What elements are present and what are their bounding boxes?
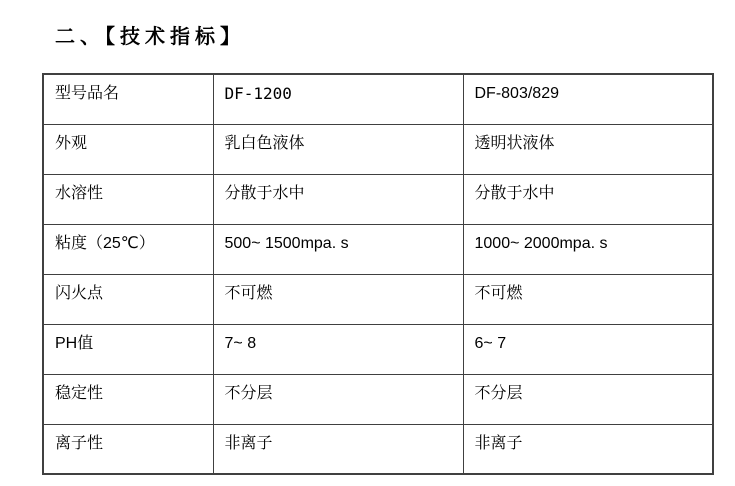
table-row-model: [43, 74, 713, 124]
df1200-value-cell: 500~ 1500mpa. s: [213, 224, 463, 274]
df803-value-cell: 不分层: [463, 374, 713, 424]
table-row-appearance: [43, 124, 713, 174]
df1200-value-cell: DF-1200: [213, 74, 463, 124]
df803-value-cell: 6~ 7: [463, 324, 713, 374]
df803-value-cell: 分散于水中: [463, 174, 713, 224]
row-label-cell: 离子性: [43, 424, 213, 474]
table-row-flash-point: [43, 274, 713, 324]
df1200-value-cell: 不分层: [213, 374, 463, 424]
df1200-value-cell: 不可燃: [213, 274, 463, 324]
df803-value-cell: 透明状液体: [463, 124, 713, 174]
table-row-ionicity: [43, 424, 713, 474]
row-label-cell: 水溶性: [43, 174, 213, 224]
row-label-cell: 稳定性: [43, 374, 213, 424]
row-label-cell: PH值: [43, 324, 213, 374]
df803-value-cell: DF-803/829: [463, 74, 713, 124]
df1200-value-cell: 分散于水中: [213, 174, 463, 224]
table-row-water-solubility: [43, 174, 713, 224]
section-title: 二、【技术指标】: [55, 26, 245, 48]
table-row-stability: [43, 374, 713, 424]
row-label-cell: 闪火点: [43, 274, 213, 324]
df803-value-cell: 不可燃: [463, 274, 713, 324]
df1200-value-cell: 非离子: [213, 424, 463, 474]
row-label-cell: 型号品名: [43, 74, 213, 124]
df1200-value-cell: 7~ 8: [213, 324, 463, 374]
table-row-ph: [43, 324, 713, 374]
df803-value-cell: 非离子: [463, 424, 713, 474]
df803-value-cell: 1000~ 2000mpa. s: [463, 224, 713, 274]
spec-table: [42, 73, 714, 475]
table-row-viscosity: [43, 224, 713, 274]
row-label-cell: 粘度（25℃）: [43, 224, 213, 274]
row-label-cell: 外观: [43, 124, 213, 174]
df1200-value-cell: 乳白色液体: [213, 124, 463, 174]
